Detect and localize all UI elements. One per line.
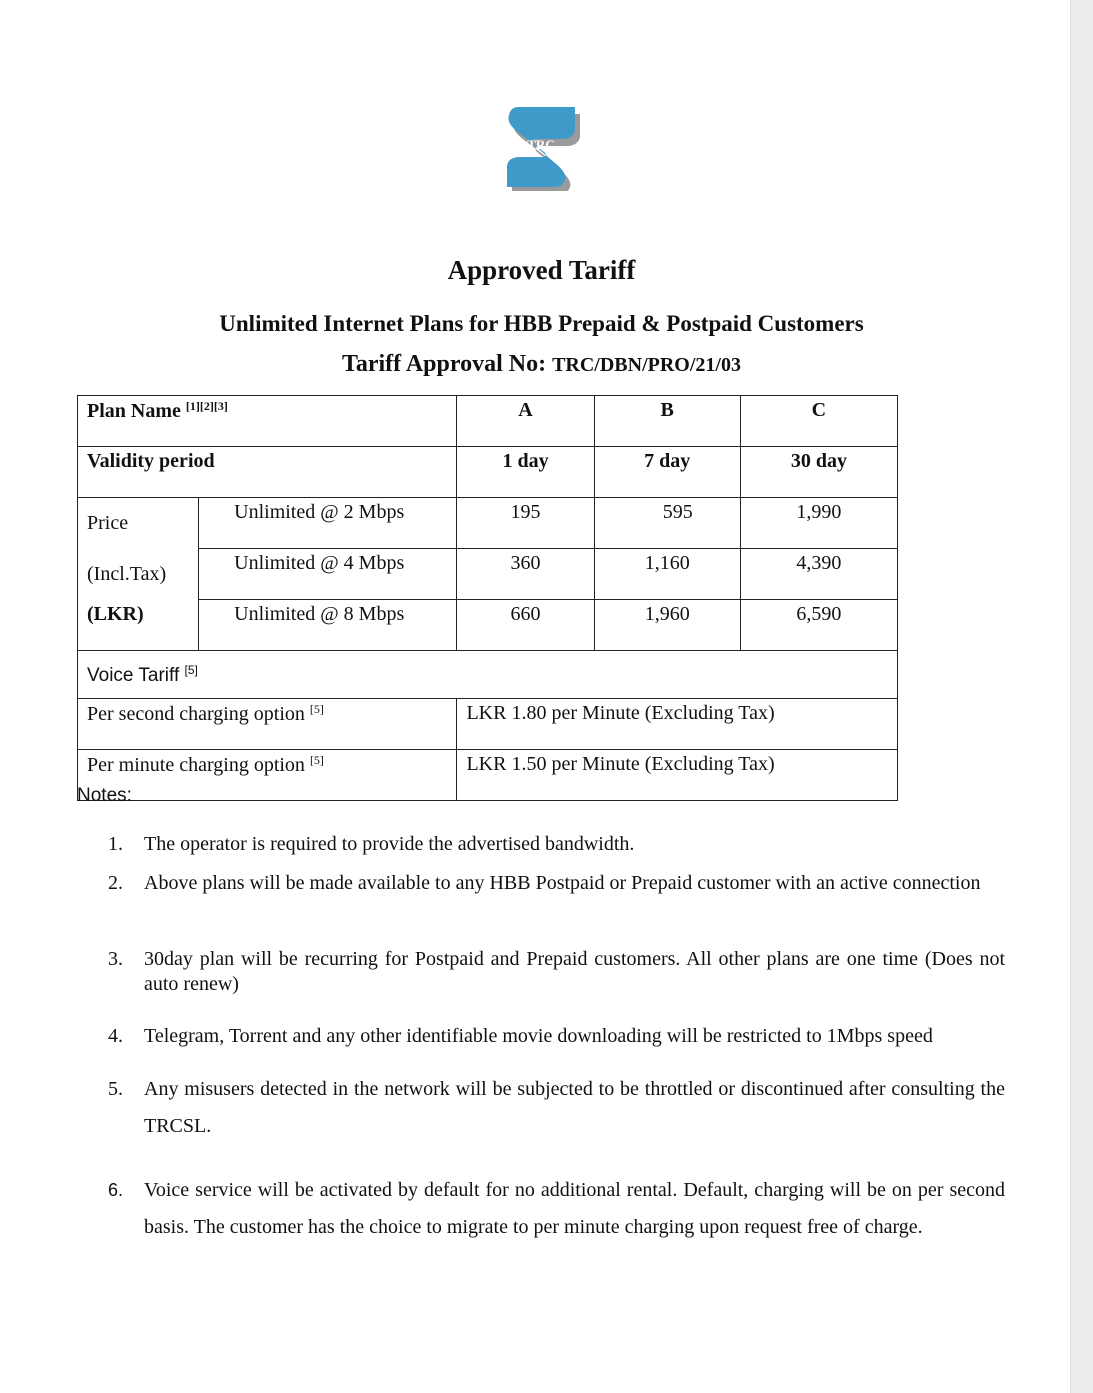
plan-c-header: C [740,396,897,447]
validity-label: Validity period [78,447,457,498]
price-value: 360 [457,549,594,600]
note-item: 6. Voice service will be activated by default for no additional rental. Default, charging will be on per second basis. The customer has the choice to migrate to per minute charging upon request free of charge. [108,1179,1005,1238]
plan-b-header: B [594,396,740,447]
per-minute-row [78,750,898,801]
plan-name-refs: [1][2][3] [185,399,228,413]
per-minute-ref: [5] [309,753,324,767]
trc-logo [497,103,587,191]
price-value: 1,990 [740,498,897,549]
price-value: 4,390 [740,549,897,600]
note-item: 1. The operator is required to provide the advertised bandwidth. [108,833,635,855]
note-item: 2. Above plans will be made available to any HBB Postpaid or Prepaid customer with an active connection [108,872,981,894]
per-minute-value: LKR 1.50 per Minute (Excluding Tax) [457,750,898,801]
price-value: 660 [457,600,594,651]
price-value: 195 [457,498,594,549]
note-item: 5. Any misusers detected in the network will be subjected to be throttled or discontinued after consulting the TRCSL. [108,1078,1005,1137]
price-value: 1,160 [594,549,740,600]
voice-tariff-label: Voice Tariff [5] [78,651,898,699]
per-minute-label: Per minute charging option [5] [78,750,457,801]
price-row-4mbps [78,549,898,600]
validity-b: 7 day [594,447,740,498]
notes-label: Notes: [77,785,132,806]
price-currency-label: (LKR) [78,600,199,651]
price-row-2mbps [78,498,898,549]
price-row-label: Unlimited @ 8 Mbps [199,600,457,651]
plan-name-cell: Plan Name [1][2][3] [78,396,457,447]
vertical-scrollbar[interactable] [1070,0,1093,1393]
price-value: 1,960 [594,600,740,651]
approval-label: Tariff Approval No: [342,351,547,377]
per-second-label: Per second charging option [5] [78,699,457,750]
validity-c: 30 day [740,447,897,498]
document-title: Approved Tariff [447,255,636,285]
validity-row [78,447,898,498]
per-second-value: LKR 1.80 per Minute (Excluding Tax) [457,699,898,750]
per-second-ref: [5] [309,702,324,716]
note-item: 3. 30day plan will be recurring for Postpaid and Prepaid customers. All other plans are one time (Does not auto renew) [108,948,1005,995]
voice-tariff-ref: [5] [184,662,198,677]
price-row-8mbps [78,600,898,651]
price-incl-tax-label: (Incl.Tax) [78,549,199,600]
note-item: 4. Telegram, Torrent and any other identifiable movie downloading will be restricted to 1Mbps speed [108,1025,933,1047]
plan-name-row [78,396,898,447]
price-row-label: Unlimited @ 2 Mbps [199,498,457,549]
logo-text: TRC [527,137,555,152]
price-value: 595 [594,498,740,549]
per-second-row [78,699,898,750]
price-row-label: Unlimited @ 4 Mbps [199,549,457,600]
document-subtitle: Unlimited Internet Plans for HBB Prepaid & Postpaid Customers [219,311,864,336]
plan-a-header: A [457,396,594,447]
tariff-approval-line [0,351,1083,378]
voice-tariff-row [78,651,898,699]
validity-a: 1 day [457,447,594,498]
price-label: Price [78,498,199,549]
approval-number: TRC/DBN/PRO/21/03 [552,354,741,376]
price-value: 6,590 [740,600,897,651]
tariff-table [77,395,898,801]
